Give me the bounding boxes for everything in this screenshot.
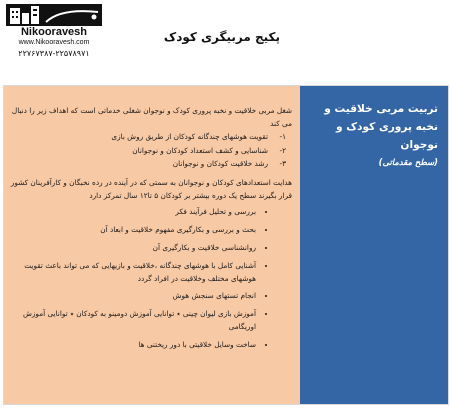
goals-list (10, 130, 292, 170)
topic-item: • آموزش بازی لیوان چینی ٭ توانایی آموزش دومینو به کودکان ٭ توانایی آموزش اوریگامی (10, 307, 256, 333)
topic-item: • ساخت وسایل خلاقیتی با دور ریختنی ها (10, 338, 256, 351)
course-title-cell (300, 86, 448, 404)
goal-text: تقویت هوشهای چندگانه کودکان از طریق روش بازی (111, 132, 268, 142)
goal-number: ۱- (279, 132, 286, 142)
topic-item: • بحث و بررسی و بکارگیری مفهوم خلاقیت و ابعاد آن (10, 223, 256, 236)
topic-item: • انجام تستهای سنجش هوش (10, 289, 256, 302)
logo-skyline-graphic (6, 4, 102, 26)
course-title: تربیت مربی خلاقیت و نخبه پروری کودک و نوجوان (324, 103, 438, 151)
goal-text: رشد خلاقیت کودکان و نوجوانان (172, 158, 268, 168)
topics-list (10, 205, 292, 351)
logo-phone: ۲۲۷۶۷۳۸۷-۲۲۵۷۸۹۷۱ (18, 49, 90, 58)
goal-text: شناسایی و کشف استعداد کودکان و نوجوانان (132, 145, 268, 155)
topic-item: • روانشناسی خلاقیت و بکارگیری آن (10, 241, 256, 254)
logo-url: www.Nikooravesh.com (18, 39, 90, 46)
topic-item: • آشنایی کامل با هوشهای چندگانه ،خلاقیت و بازیهایی که می تواند باعث تقویت هوشهای مختلف وخلاقیت در افراد گردد (10, 259, 256, 285)
goal-number: ۳- (279, 158, 286, 168)
logo (6, 4, 102, 62)
course-level: (سطح مقدماتی) (378, 157, 438, 167)
topic-item: • بررسی و تحلیل فرآیند فکر (10, 205, 256, 218)
course-content-cell (4, 86, 300, 404)
description-paragraph: هدایت استعدادهای کودکان و نوجوانان به سمتی که در آینده در رده نخبگان و کارآفرینان کشور قرار بگیرند سطح یک دوره بیشتر بر کودکان ۵ تا۱۲ سال تمرکز دارد (10, 178, 292, 201)
goal-item (10, 144, 286, 157)
goal-number: ۲- (279, 145, 286, 155)
page-title: پکیج مربیگری کودک (163, 30, 280, 44)
goal-item (10, 157, 286, 170)
goal-item (10, 130, 286, 143)
course-table (3, 85, 449, 405)
logo-name: Nikooravesh (20, 26, 88, 38)
intro-text: شغل مربی خلاقیت و نخبه پروری کودک و نوجوان شغلی خدماتی است که اهداف زیر را دنبال می کند (11, 106, 292, 129)
